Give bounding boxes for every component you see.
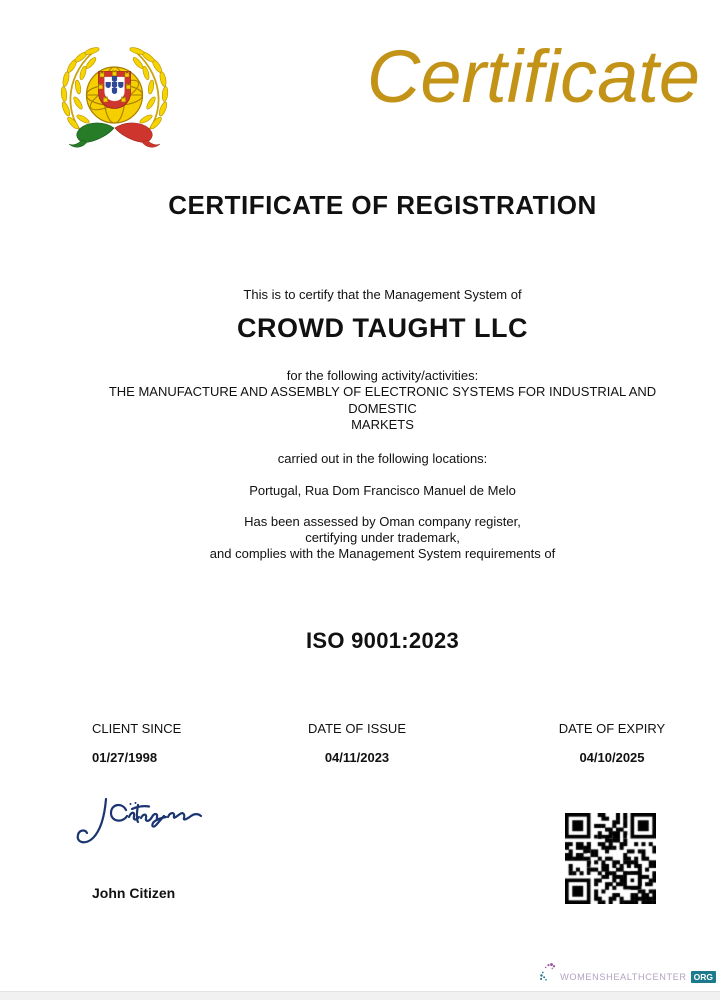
- date-of-issue-value: 04/11/2023: [324, 750, 390, 765]
- qr-code: [565, 813, 656, 904]
- date-of-expiry-label: DATE OF EXPIRY: [558, 721, 666, 736]
- activity-line: DOMESTIC: [348, 400, 417, 416]
- company-name: CROWD TAUGHT LLC: [237, 313, 528, 343]
- assessment-line: Has been assessed by Oman company register,: [244, 514, 521, 529]
- signature-scribble-icon: [66, 795, 206, 847]
- certificate-banner: Certificate: [366, 35, 700, 118]
- locations-intro: carried out in the following locations:: [277, 451, 488, 466]
- activity-line: THE MANUFACTURE AND ASSEMBLY OF ELECTRONIC SYSTEMS FOR INDUSTRIAL AND: [108, 384, 657, 400]
- footer-brand: [539, 962, 716, 983]
- activity-intro: for the following activity/activities:: [286, 368, 479, 383]
- client-since-column: [92, 721, 181, 765]
- assessment-line: certifying under trademark,: [305, 530, 460, 546]
- activity-line: MARKETS: [351, 417, 414, 433]
- client-since-label: CLIENT SINCE: [92, 721, 182, 736]
- date-of-issue-label: DATE OF ISSUE: [308, 721, 406, 736]
- date-of-issue-column: [257, 721, 457, 765]
- date-of-expiry-column: [512, 721, 712, 765]
- shield: [99, 71, 131, 109]
- dots-swirl-icon: [539, 962, 558, 983]
- footer-brand-name: WOMENSHEALTHCENTER: [560, 972, 687, 982]
- location-text: Portugal, Rua Dom Francisco Manuel de Melo: [249, 483, 516, 498]
- assessment-line: and complies with the Management System requirements of: [209, 546, 556, 562]
- portugal-coat-of-arms-icon: [52, 32, 177, 160]
- intro-text: This is to certify that the Management System of: [243, 287, 522, 302]
- client-since-value: 01/27/1998: [92, 750, 158, 765]
- standard-name: ISO 9001:2023: [305, 628, 460, 653]
- signatory-name: John Citizen: [92, 885, 176, 901]
- bottom-strip: [0, 991, 720, 1000]
- footer-brand-suffix-badge: ORG: [691, 971, 716, 983]
- page-title: CERTIFICATE OF REGISTRATION: [168, 190, 597, 220]
- date-of-expiry-value: 04/10/2025: [579, 750, 645, 765]
- activity-block: [45, 368, 720, 434]
- assessment-block: [45, 514, 720, 563]
- ribbon: [69, 123, 160, 147]
